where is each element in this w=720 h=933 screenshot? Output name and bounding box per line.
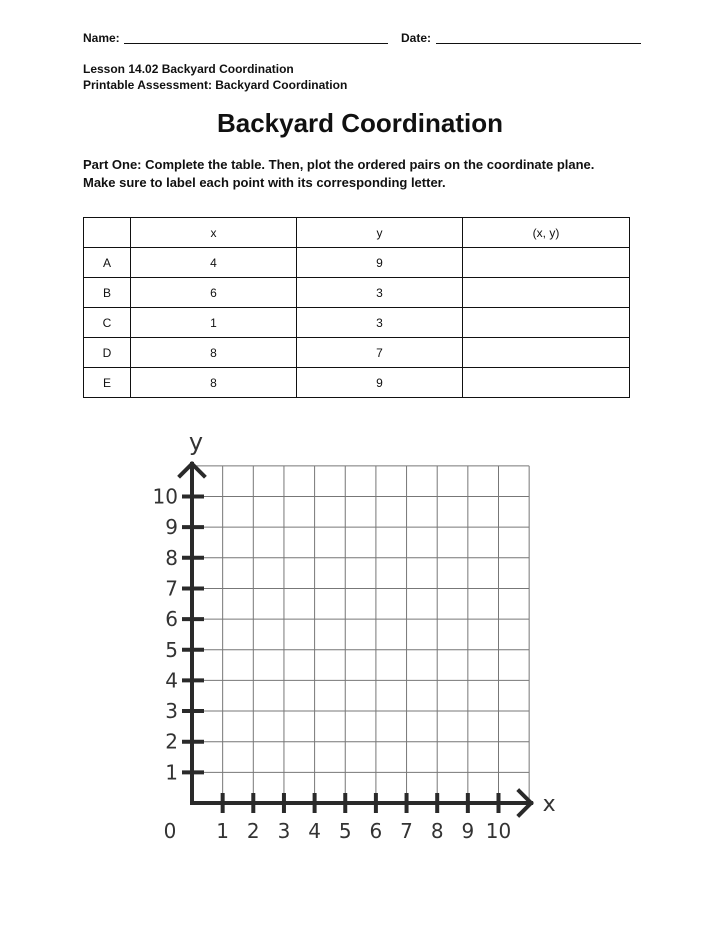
row-label: B: [84, 278, 131, 308]
x-tick-label: 4: [308, 819, 321, 843]
origin-label: 0: [163, 819, 177, 843]
x-cell: 8: [131, 368, 297, 398]
y-tick-label: 10: [152, 484, 178, 509]
y-tick-label: 1: [165, 760, 178, 785]
x-cell: 4: [131, 248, 297, 278]
row-label: A: [84, 248, 131, 278]
x-cell: 6: [131, 278, 297, 308]
row-label: C: [84, 308, 131, 338]
y-tick-label: 7: [165, 576, 178, 601]
y-tick-label: 3: [165, 699, 178, 724]
header-cell: x: [131, 218, 297, 248]
y-tick-label: 9: [165, 515, 178, 540]
axes: [180, 464, 531, 815]
name-label: Name:: [83, 31, 120, 45]
header-cell: (x, y): [463, 218, 630, 248]
header-cell: y: [297, 218, 463, 248]
instruction-line: Make sure to label each point with its corresponding letter.: [83, 175, 446, 190]
lesson-text: Lesson 14.02 Backyard Coordination: [83, 62, 294, 76]
x-tick-label: 2: [246, 819, 260, 843]
row-label: D: [84, 338, 131, 368]
x-cell: 8: [131, 338, 297, 368]
y-cell: 9: [297, 368, 463, 398]
y-tick-label: 5: [165, 637, 178, 662]
x-tick-label: 5: [338, 819, 352, 843]
x-tick-label: 7: [400, 819, 413, 843]
x-tick-label: 9: [461, 819, 475, 843]
y-tick-label: 2: [165, 729, 178, 754]
x-cell: 1: [131, 308, 297, 338]
x-tick-label: 3: [277, 819, 291, 843]
y-tick-label: 4: [165, 668, 178, 693]
y-cell: 3: [297, 278, 463, 308]
page-title: Backyard Coordination: [216, 108, 504, 138]
x-tick-label: 10: [485, 819, 512, 843]
x-tick-label: 8: [430, 819, 444, 843]
y-tick-label: 6: [165, 607, 178, 632]
x-tick-label: 6: [369, 819, 383, 843]
instruction-line: Part One: Complete the table. Then, plot the ordered pairs on the coordinate plane.: [83, 157, 595, 172]
axis-labels: [153, 428, 556, 843]
grid: [192, 466, 529, 803]
row-label: E: [84, 368, 131, 398]
y-axis-label: y: [188, 427, 204, 456]
x-tick-label: 1: [216, 819, 230, 843]
x-axis-label: x: [542, 792, 556, 817]
y-cell: 7: [297, 338, 463, 368]
y-tick-label: 8: [165, 545, 178, 570]
assessment-text: Printable Assessment: Backyard Coordination: [83, 78, 348, 92]
date-label: Date:: [401, 31, 432, 45]
y-cell: 9: [297, 248, 463, 278]
y-cell: 3: [297, 308, 463, 338]
